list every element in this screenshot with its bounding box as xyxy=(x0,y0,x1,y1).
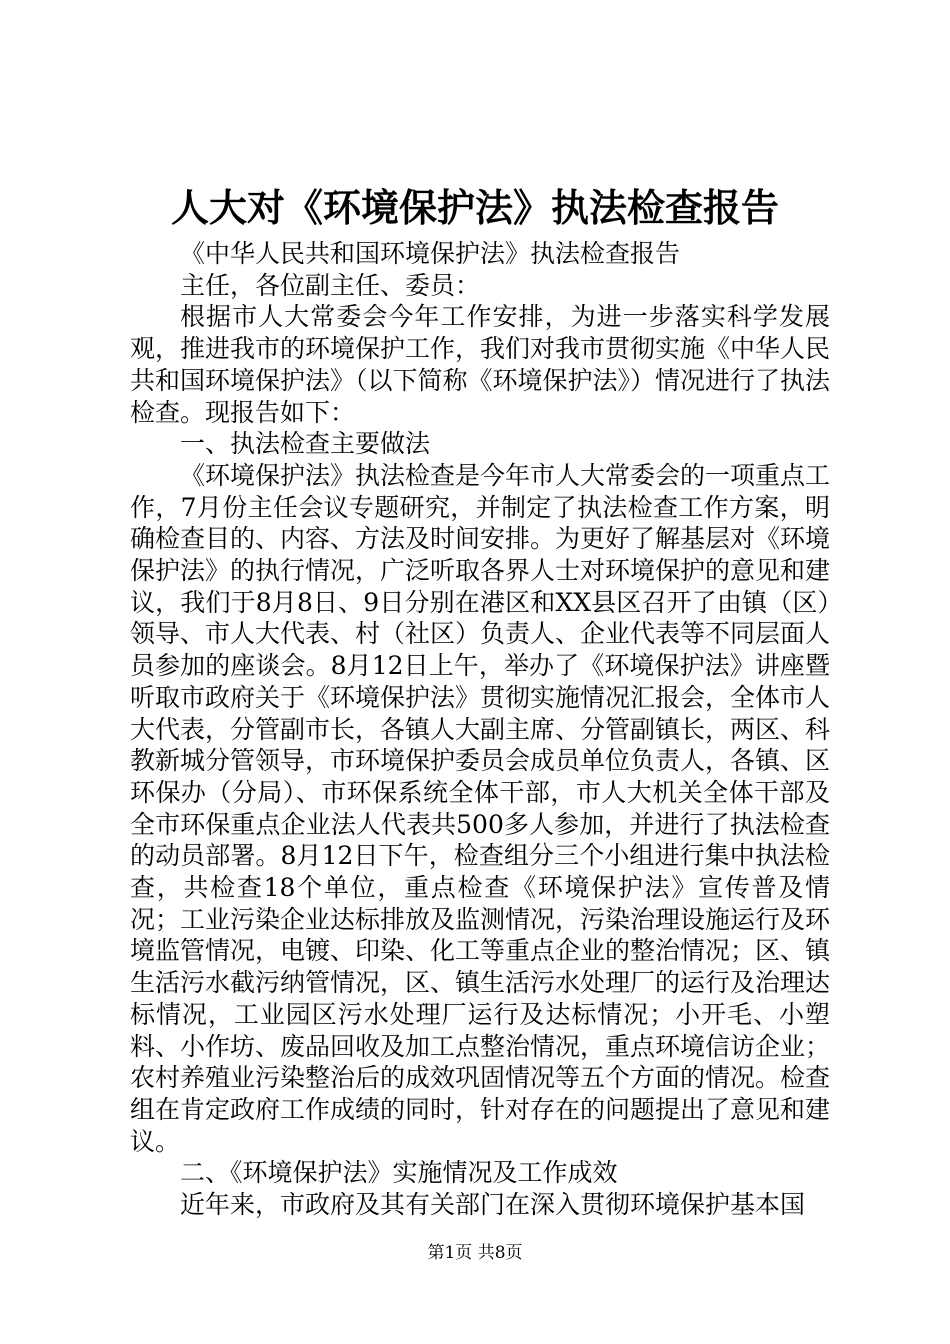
document-title: 人大对《环境保护法》执法检查报告 xyxy=(170,185,779,230)
section-2-paragraph: 近年来，市政府及其有关部门在深入贯彻环境保护基本国 xyxy=(180,1190,806,1220)
document-body xyxy=(130,238,830,1221)
section-heading-1: 一、执法检查主要做法 xyxy=(180,429,431,459)
section-heading-2: 二、《环境保护法》实施情况及工作成效 xyxy=(180,1158,618,1188)
intro-paragraph: 根据市人大常委会今年工作安排，为进一步落实科学发展观，推进我市的环境保护工作，我们对我市贯彻实施《中华人民共和国环境保护法》（以下简称《环境保护法》）情况进行了执法检查。现报告如下： xyxy=(130,302,831,427)
section-1-paragraph: 《环境保护法》执法检查是今年市人大常委会的一项重点工作，7月份主任会议专题研究，并制定了执法检查工作方案，明确检查目的、内容、方法及时间安排。为更好了解基层对《环境保护法》的执行情况，广泛听取各界人士对环境保护的意见和建议，我们于8月8日、9日分别在港区和XX县区召开了由镇（区）领导、市人大代表、村（社区）负责人、企业代表等不同层面人员参加的座谈会。8月12日上午，举办了《环境保护法》讲座暨听取市政府关于《环境保护法》贯彻实施情况汇报会，全体市人大代表，分管副市长，各镇人大副主席、分管副镇长，两区、科教新城分管领导，市环境保护委员会成员单位负责人，各镇、区环保办（分局）、市环保系统全体干部，市人大机关全体干部及全市环保重点企业法人代表共500多人参加，并进行了执法检查的动员部署。8月12日下午，检查组分三个小组进行集中执法检查，共检查18个单位，重点检查《环境保护法》宣传普及情况；工业污染企业达标排放及监测情况，污染治理设施运行及环境监管情况，电镀、印染、化工等重点企业的整治情况；区、镇生活污水截污纳管情况，区、镇生活污水处理厂的运行及治理达标情况，工业园区污水处理厂运行及达标情况；小开毛、小塑料、小作坊、废品回收及加工点整治情况，重点环境信访企业；农村养殖业污染整治后的成效巩固情况等五个方面的情况。检查组在肯定政府工作成绩的同时，针对存在的问题提出了意见和建议。 xyxy=(130,460,831,1156)
salutation-paragraph: 主任，各位副主任、委员： xyxy=(180,270,481,300)
subtitle-paragraph: 《中华人民共和国环境保护法》执法检查报告 xyxy=(180,239,681,268)
page-footer: 第1页 共8页 xyxy=(427,1243,523,1263)
